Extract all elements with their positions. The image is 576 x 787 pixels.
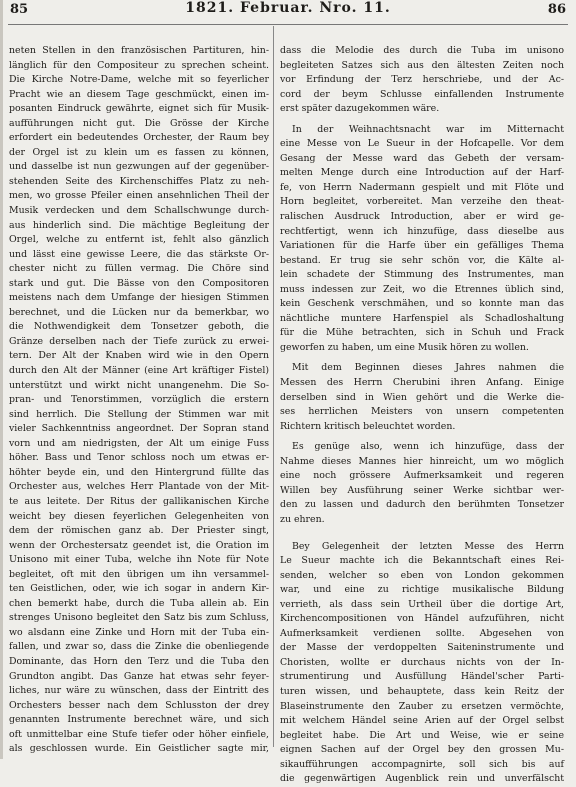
text-line: fe, von Herrn Nadermann gespielt und mit Flöte und bbox=[280, 181, 564, 193]
text-line: chester nicht zu füllen vermag. Die Chöre sind bbox=[9, 263, 269, 275]
text-line: wenn der Orchestersatz geendet ist, die Oration im bbox=[9, 539, 269, 551]
text-line: sind herrlich. Die Stellung der Stimmen war mit bbox=[9, 408, 269, 420]
text-line: weicht bey diesen feyerlichen Gelegenheiten von bbox=[9, 510, 269, 522]
text-line: stark und gut. Die Bässe von den Compositoren bbox=[9, 277, 269, 289]
text-line: Pracht wie an diesem Tage geschmückt, einen im- bbox=[9, 88, 269, 100]
text-line: Aufmerksamkeit verdienen sollte. Abgesehen von bbox=[280, 627, 564, 639]
paragraph-cherubini bbox=[280, 361, 564, 434]
text-line: Blaseinstrumente den Zauber zu ersetzen vermöchte, bbox=[280, 700, 564, 712]
paragraph-london-traveller bbox=[280, 540, 564, 787]
text-line: Orchesters besser nach dem Schlusston der drey bbox=[9, 699, 269, 711]
text-line: Die Kirche Notre-Dame, welche mit so feyerlicher bbox=[9, 74, 269, 86]
text-line: erfordert ein bedeutendes Orchester, der Raum bey bbox=[9, 132, 269, 144]
text-line: die gegenwärtigen Augenblick rein und unverfälscht bbox=[280, 773, 564, 785]
text-line: derselben sind in Wien gehört und die Werke die- bbox=[280, 391, 564, 403]
text-line: Unisono mit einer Tuba, welche ihn Note für Note bbox=[9, 554, 269, 566]
paragraph-christmas-mass bbox=[280, 123, 564, 356]
text-line: eine noch grössere Aufmerksamkeit und regeren bbox=[280, 470, 564, 482]
page-edge-shadow bbox=[0, 0, 3, 759]
text-line: aufführungen nicht gut. Die Grösse der Kirche bbox=[9, 117, 269, 129]
text-line: meistens nach dem Umfange der hiesigen Stimmen bbox=[9, 292, 269, 304]
text-line: te aus leitete. Der Ritus der gallikanischen Kirche bbox=[9, 495, 269, 507]
right-page-number: 86 bbox=[547, 2, 566, 17]
text-line: dass die Melodie des durch die Tuba im unisono bbox=[280, 45, 564, 56]
text-line: turen wissen, und behauptete, dass kein Reitz der bbox=[280, 685, 564, 697]
text-line: Le Sueur machte ich die Bekanntschaft eines Rei- bbox=[280, 555, 564, 567]
text-line: ses herrlichen Meisters von unsern competenten bbox=[280, 406, 564, 418]
text-line: Grundton angibt. Das Ganze hat etwas sehr feyer- bbox=[9, 670, 269, 682]
text-line: aus hinderlich sind. Die mächtige Begleitung der bbox=[9, 219, 269, 231]
text-line: bestand. Er trug sie sehr schön vor, die Kälte al- bbox=[280, 254, 564, 266]
text-line: vor Erfindung der Terz herschriebe, und der Ac- bbox=[280, 74, 564, 86]
text-line: chen bemerkt habe, durch die Tuba allein ab. Ein bbox=[9, 597, 269, 609]
text-line: Gesang der Messe ward das Gebeth der versam- bbox=[280, 152, 564, 164]
text-line: senden, welcher so eben von London gekommen bbox=[280, 569, 564, 581]
text-line: länglich für den Compositeur zu sprechen scheint. bbox=[9, 59, 269, 71]
text-line: ralischen Ausdruck Introduction, aber er wird ge- bbox=[280, 211, 564, 223]
text-line: erst später dazugekommen wäre. bbox=[280, 103, 440, 115]
text-line: eine Messe von Le Sueur in der Hofcapelle. Vor dem bbox=[280, 138, 564, 150]
text-line: sikaufführungen accompagnirte, soll sich bis auf bbox=[280, 758, 564, 770]
text-line: cord der beym Schlusse einfallenden Instrumente bbox=[280, 88, 564, 100]
text-line: ten Geistlichen, oder, wie ich sogar in andern Kir- bbox=[9, 583, 269, 595]
text-line: tern. Der Alt der Knaben wird wie in den Opern bbox=[9, 350, 269, 362]
text-line: zu ehren. bbox=[280, 513, 325, 525]
left-column bbox=[9, 44, 269, 757]
text-line: fallen, und zwar so, dass die Zinke die obenliegende bbox=[9, 641, 269, 653]
text-line: Dominante, das Horn den Terz und die Tuba den bbox=[9, 655, 269, 667]
text-line: Mit dem Beginnen dieses Jahres nahmen die bbox=[292, 362, 564, 374]
text-line: Horn begleitet, vorbereitet. Man verzeihe den theat- bbox=[280, 196, 564, 208]
text-line: vieler Sachkenntniss angeordnet. Der Sopran stand bbox=[9, 423, 269, 435]
text-line: posanten Eindruck gewährte, eignet sich für Musik- bbox=[9, 103, 269, 115]
text-line: und dasselbe ist nun gezwungen auf der gegenüber- bbox=[9, 161, 269, 173]
text-line: und lässt eine gewisse Leere, die das stärkste Or- bbox=[9, 248, 269, 260]
text-line: berechnet, und die Lücken nur da bemerkbar, wo bbox=[9, 306, 269, 318]
text-line: Kirchencompositionen von Händel aufzuführen, nicht bbox=[280, 613, 564, 625]
text-line: melten Menge durch eine Introduction auf der Harf- bbox=[280, 167, 564, 179]
text-line: begleiteten Satzes sich aus den ältesten Zeiten noch bbox=[280, 59, 564, 71]
column-divider bbox=[273, 26, 274, 747]
text-line: höhter beyde ein, und den Hintergrund füllte das bbox=[9, 466, 269, 478]
left-page-number: 85 bbox=[10, 2, 29, 17]
text-line: stehenden Seite des Kirchenschiffes Platz zu neh- bbox=[9, 175, 269, 187]
text-line: unterstützt und wirkt nicht unangenehm. Die So- bbox=[9, 379, 269, 391]
text-line: für die Mühe betrachten, sich in Schuh und Frack bbox=[280, 327, 564, 339]
text-line: rechtfertigt, wenn ich hinzufüge, dass dieselbe aus bbox=[280, 225, 564, 237]
text-line: begleitet, oft mit den übrigen um ihn versammel- bbox=[9, 568, 269, 580]
text-line: Willen bey Ausführung seiner Werke sichtbar wer- bbox=[280, 484, 564, 496]
text-line: pran- und Tenorstimmen, vorzüglich die erstern bbox=[9, 394, 269, 406]
text-line: nächtliche muntere Harfenspiel als Schadloshaltung bbox=[280, 312, 564, 324]
text-line: Es genüge also, wenn ich hinzufüge, dass der bbox=[292, 441, 564, 453]
paragraph-tuba-melody bbox=[280, 44, 564, 117]
text-line: Gränze derselben nach der Tiefe zurück zu erwei- bbox=[9, 335, 269, 347]
page-header bbox=[0, 0, 576, 26]
text-line: wo alsdann eine Zinke und Horn mit der Tuba ein- bbox=[9, 626, 269, 638]
text-line: war, und eine zu richtige musikalische Bildung bbox=[280, 584, 564, 596]
paragraph-conclusion bbox=[280, 440, 564, 527]
text-line: lein schadete der Stimmung des Instrumentes, man bbox=[280, 269, 564, 281]
text-line: Nahme dieses Mannes hier hinreicht, um wo möglich bbox=[280, 455, 564, 467]
text-line: vorn und am niedrigsten, der Alt um einige Fuss bbox=[9, 437, 269, 449]
text-line: strumentirung und Ausfüllung Händel'scher Parti- bbox=[280, 671, 564, 683]
text-line: höher. Bass und Tenor schloss noch um etwas er- bbox=[9, 452, 269, 464]
text-line: eignen Sachen auf der Orgel bey den grossen Mu- bbox=[280, 744, 564, 756]
text-line: Orchester aus, welches Herr Plantade von der Mit- bbox=[9, 481, 269, 493]
text-line: kein Geschenk verschmähen, und so konnte man das bbox=[280, 298, 564, 310]
text-line: muss indessen zur Zeit, wo die Etrennes üblich sind, bbox=[280, 283, 564, 295]
text-line: Variationen für die Harfe über ein gefälliges Thema bbox=[280, 240, 564, 252]
text-line: oft unmittelbar eine Stufe tiefer oder höher einfiele, bbox=[9, 728, 269, 740]
text-line: liches, nur wäre zu wünschen, dass der Eintritt des bbox=[9, 685, 269, 697]
right-column bbox=[280, 44, 564, 787]
text-line: den zu lassen und dadurch den berühmten Tonsetzer bbox=[280, 499, 564, 511]
text-line: Musik verdecken und dem Schallschwunge durch- bbox=[9, 205, 269, 217]
text-line: men, wo grosse Pfeiler einen ansehnlichen Theil der bbox=[9, 190, 269, 202]
text-line: neten Stellen in den französischen Partituren, hin- bbox=[9, 45, 269, 56]
text-line: der Orgel ist zu klein um es fassen zu können, bbox=[9, 146, 269, 158]
text-line: In der Weihnachtsnacht war im Mitternacht bbox=[292, 123, 564, 135]
text-line: die Nothwendigkeit dem Tonsetzer geboth, die bbox=[9, 321, 269, 333]
text-line: durch den Alt der Männer (eine Art kräftiger Fistel) bbox=[9, 365, 269, 377]
text-line: Richtern kritisch beleuchtet worden. bbox=[280, 420, 456, 432]
text-line: Messen des Herrn Cherubini ihren Anfang. Einige bbox=[280, 377, 564, 389]
text-line: mit welchem Händel seine Arien auf der Orgel selbst bbox=[280, 715, 564, 727]
text-line: der Masse der verdoppelten Saiteninstrumente und bbox=[280, 642, 564, 654]
text-line: dem der römischen ganz ab. Der Priester singt, bbox=[9, 525, 269, 537]
issue-title: 1821. Februar. Nro. 11. bbox=[185, 0, 391, 16]
text-line: strenges Unisono begleitet den Satz bis zum Schluss, bbox=[9, 612, 269, 624]
text-line: genannten Instrumente berechnet wäre, und sich bbox=[9, 714, 269, 726]
header-rule bbox=[8, 24, 568, 25]
text-line: Choristen, wollte er durchaus nichts von der In- bbox=[280, 656, 564, 668]
text-line: geworfen zu haben, um eine Musik hören zu wollen. bbox=[280, 341, 529, 353]
text-line: als geschlossen wurde. Ein Geistlicher sagte mir, bbox=[9, 743, 269, 755]
text-line: begleitet habe. Die Art und Weise, wie er seine bbox=[280, 729, 564, 741]
text-line: Bey Gelegenheit der letzten Messe des Herrn bbox=[292, 540, 564, 552]
text-line: verrieth, als dass sein Urtheil über die dortige Art, bbox=[280, 598, 564, 610]
text-line: Orgel, welche zu entfernt ist, fehlt also gänzlich bbox=[9, 234, 269, 246]
